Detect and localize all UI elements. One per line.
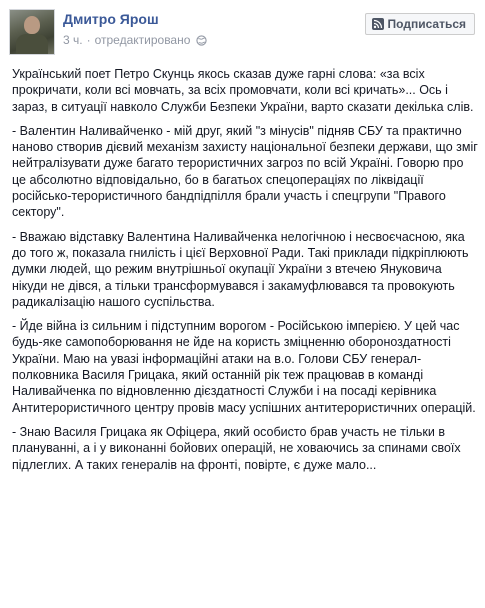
author-name-link[interactable]: Дмитро Ярош [63, 11, 159, 27]
avatar-head [24, 16, 40, 34]
post-header [9, 9, 479, 57]
post-meta [63, 33, 207, 47]
rss-icon [372, 18, 384, 30]
post-content [12, 66, 478, 481]
edited-label[interactable]: отредактировано [94, 33, 191, 47]
meta-separator: · [86, 33, 91, 47]
post-time-link[interactable]: 3 ч. [63, 33, 83, 47]
globe-icon[interactable] [196, 35, 207, 46]
post-paragraph: - Знаю Василя Грицака як Офіцера, який особисто брав участь не тільки в плануванні, а і у виконанні бойових операцій, не ховаючись за спинами своїх підлеглих. А таких генералів на фронті, повірте, є дуже мало... [12, 424, 461, 472]
avatar[interactable] [9, 9, 55, 55]
avatar-body [16, 34, 48, 55]
subscribe-label: Подписаться [387, 17, 466, 31]
post-paragraph: Український поет Петро Скунць якось сказав дуже гарні слова: «за всіх прокричати, коли всі мовчать, за всіх промовчати, коли всі кричать»... Ось і зараз, в ситуації навколо Служби Безпеки України, варто сказати декілька слів. [12, 67, 474, 114]
post-paragraph: - Валентин Наливайченко - мій друг, який "з мінусів" підняв СБУ та практично наново створив дієвий механізм захисту національної безпеки держави, що зміг нейтралізувати дуже багато терористичних загроз по всій Україні. Говорю про це абсолютно відповідально, бо в багатьох спецопераціях по ліквідації російсько-терористичного бандпідпілля брали участь і спецгрупи "Правого сектору". [12, 123, 478, 220]
subscribe-button[interactable] [365, 13, 475, 35]
post-paragraph: - Вважаю відставку Валентина Наливайченка нелогічною і несвоєчасною, яка до того ж, показала гнилість і цієї Верховної Ради. Такі приклади підкріплюють думки людей, що режим внутрішньої окупації України з втечею Януковича нікуди не дівся, а тільки трансформувався і закамуфлювався та провокують радикалізацію нашого суспільства. [12, 229, 469, 309]
post-paragraph: - Йде війна із сильним і підступним ворогом - Російською імперією. У цей час будь-яке самопоборювання не йде на користь зміцненню обороноздатності України. Маю на увазі інформаційні атаки на в.о. Голови СБУ генерал-полковника Василя Грицака, який останній рік теж працював в команді Наливайченка по відновленню дієздатності Служби і на посаді керівника Антитерористичного центру провів масу успішних антитерористичних операцій. [12, 319, 476, 415]
